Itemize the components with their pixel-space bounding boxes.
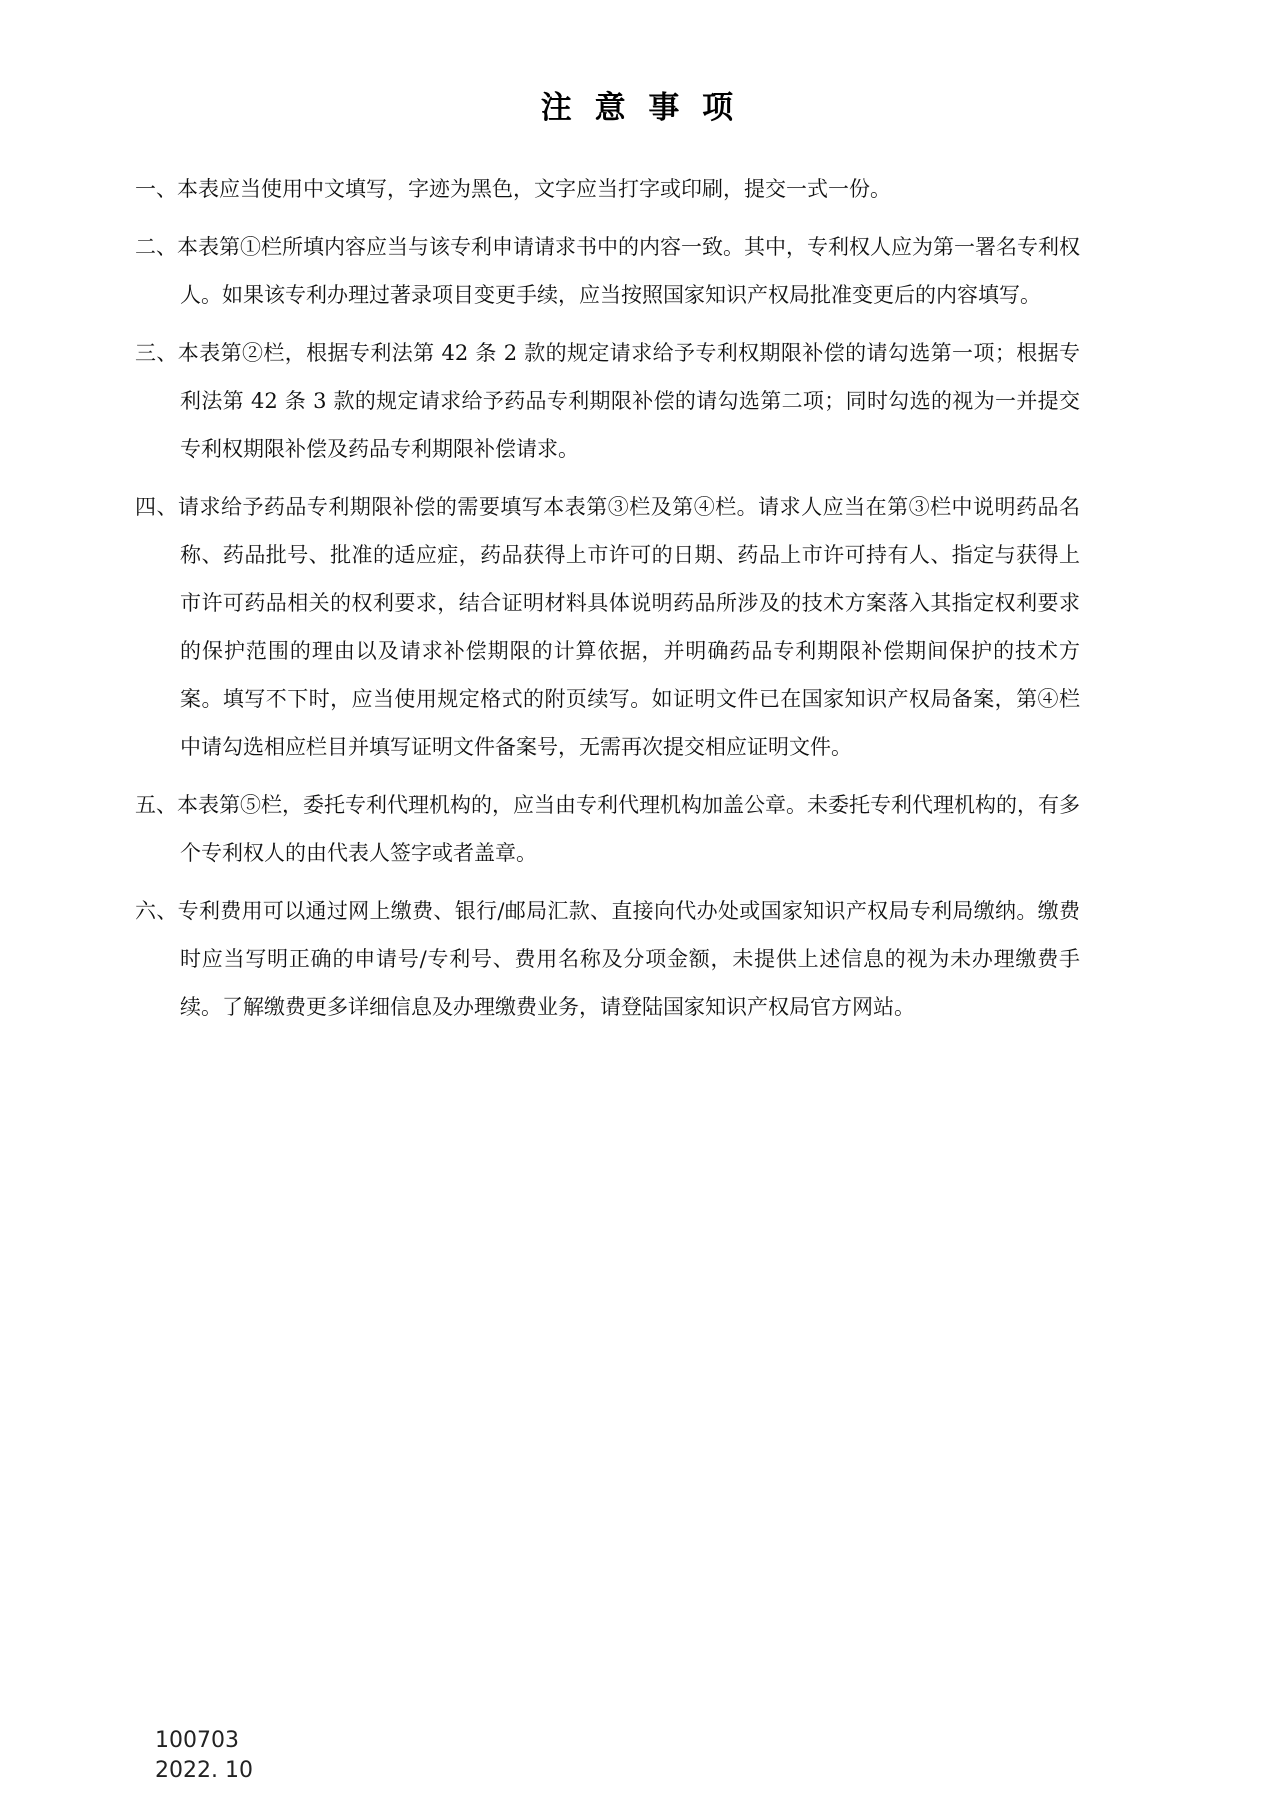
note-text: 本表第⑤栏，委托专利代理机构的，应当由专利代理机构加盖公章。未委托专利代理机构的，有多个专利权人的由代表人签字或者盖章。 <box>177 793 1080 865</box>
note-item-3 <box>135 329 1080 473</box>
note-item-5 <box>135 781 1080 877</box>
note-item-4 <box>135 483 1080 771</box>
note-text: 本表第①栏所填内容应当与该专利申请请求书中的内容一致。其中，专利权人应为第一署名专利权人。如果该专利办理过著录项目变更手续，应当按照国家知识产权局批准变更后的内容填写。 <box>177 235 1080 307</box>
note-number: 二、 <box>135 235 177 259</box>
form-code: 100703 <box>155 1728 239 1753</box>
note-number: 四、 <box>135 495 178 519</box>
revision-date: 2022. 10 <box>155 1758 253 1783</box>
note-text: 专利费用可以通过网上缴费、银行/邮局汇款、直接向代办处或国家知识产权局专利局缴纳。缴费时应当写明正确的申请号/专利号、费用名称及分项金额，未提供上述信息的视为未办理缴费手续。了解缴费更多详细信息及办理缴费业务，请登陆国家知识产权局官方网站。 <box>177 899 1081 1019</box>
note-item-2 <box>135 223 1080 319</box>
note-item-1 <box>135 165 1080 213</box>
note-number: 六、 <box>135 899 178 923</box>
page-footer <box>155 1726 253 1786</box>
note-text: 本表应当使用中文填写，字迹为黑色，文字应当打字或印刷，提交一式一份。 <box>177 177 891 201</box>
note-number: 五、 <box>135 793 177 817</box>
note-number: 一、 <box>135 177 177 201</box>
note-item-6 <box>135 887 1080 1031</box>
page-title: 注 意 事 项 <box>540 90 740 126</box>
note-text: 本表第②栏，根据专利法第 42 条 2 款的规定请求给予专利权期限补偿的请勾选第一项；根据专利法第 42 条 3 款的规定请求给予药品专利期限补偿的请勾选第二项；同时勾选的视为一并提交专利权期限补偿及药品专利期限补偿请求。 <box>177 341 1081 461</box>
notes-list <box>135 165 1080 1031</box>
note-text: 请求给予药品专利期限补偿的需要填写本表第③栏及第④栏。请求人应当在第③栏中说明药品名称、药品批号、批准的适应症，药品获得上市许可的日期、药品上市许可持有人、指定与获得上市许可药品相关的权利要求，结合证明材料具体说明药品所涉及的技术方案落入其指定权利要求的保护范围的理由以及请求补偿期限的计算依据，并明确药品专利期限补偿期间保护的技术方案。填写不下时，应当使用规定格式的附页续写。如证明文件已在国家知识产权局备案，第④栏中请勾选相应栏目并填写证明文件备案号，无需再次提交相应证明文件。 <box>177 495 1081 759</box>
note-number: 三、 <box>135 341 178 365</box>
